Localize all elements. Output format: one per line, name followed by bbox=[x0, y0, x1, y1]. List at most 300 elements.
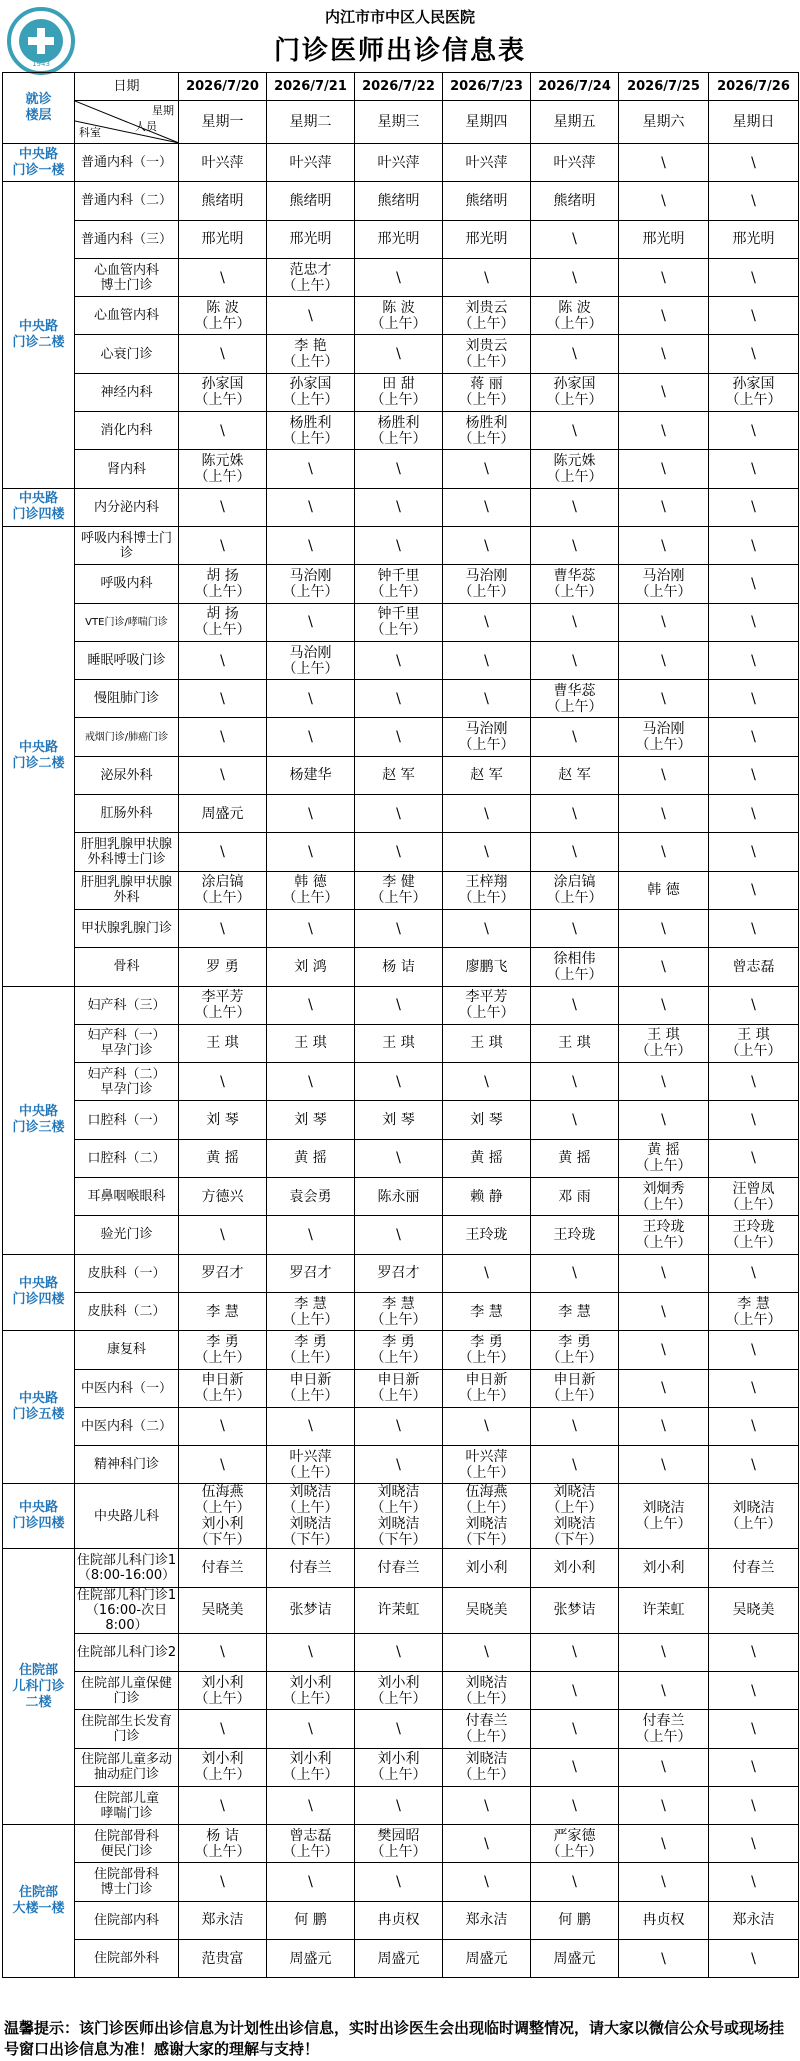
doctor-cell: \ bbox=[709, 1139, 799, 1177]
doctor-cell: 李 慧 bbox=[443, 1292, 531, 1330]
doctor-cell: 叶兴萍 bbox=[443, 144, 531, 182]
department-name: 口腔科（一） bbox=[75, 1101, 179, 1139]
doctor-cell: \ bbox=[179, 412, 267, 450]
doctor-cell: \ bbox=[709, 718, 799, 756]
doctor-cell: \ bbox=[179, 488, 267, 526]
table-row bbox=[3, 1748, 799, 1786]
doctor-cell: 刘小利 bbox=[443, 1549, 531, 1587]
doctor-cell: \ bbox=[443, 1786, 531, 1824]
doctor-cell: \ bbox=[179, 1863, 267, 1901]
doctor-cell: 邓 雨 bbox=[531, 1178, 619, 1216]
doctor-cell: \ bbox=[619, 909, 709, 947]
doctor-cell: \ bbox=[531, 335, 619, 373]
table-row bbox=[3, 182, 799, 220]
doctor-cell: 叶兴萍 （上午） bbox=[443, 1446, 531, 1484]
doctor-cell: 许茉虹 bbox=[619, 1587, 709, 1633]
doctor-cell: \ bbox=[709, 488, 799, 526]
doctor-cell: \ bbox=[709, 526, 799, 564]
department-name: 普通内科（一） bbox=[75, 144, 179, 182]
floor-label: 中央路 门诊五楼 bbox=[3, 1331, 75, 1484]
doctor-cell: 马治刚 （上午） bbox=[443, 718, 531, 756]
department-name: 皮肤科（一） bbox=[75, 1254, 179, 1292]
doctor-cell: 赵 军 bbox=[531, 756, 619, 794]
department-name: 心血管内科 博士门诊 bbox=[75, 258, 179, 296]
doctor-cell: \ bbox=[267, 297, 355, 335]
doctor-cell: 刘贵云 （上午） bbox=[443, 297, 531, 335]
doctor-cell: 黄 摇 bbox=[179, 1139, 267, 1177]
department-name: 住院部儿科门诊1 （8:00-16:00） bbox=[75, 1549, 179, 1587]
doctor-cell: \ bbox=[355, 680, 443, 718]
doctor-cell: 李 慧 bbox=[531, 1292, 619, 1330]
doctor-cell: \ bbox=[619, 833, 709, 871]
doctor-cell: \ bbox=[267, 450, 355, 488]
doctor-cell: \ bbox=[355, 488, 443, 526]
department-name: 睡眠呼吸门诊 bbox=[75, 641, 179, 679]
doctor-cell: \ bbox=[531, 986, 619, 1024]
doctor-cell: 杨胜利 （上午） bbox=[355, 412, 443, 450]
doctor-cell: 李 慧 （上午） bbox=[267, 1292, 355, 1330]
doctor-cell: \ bbox=[709, 182, 799, 220]
table-row bbox=[3, 1369, 799, 1407]
doctor-cell: 李 勇 （上午） bbox=[355, 1331, 443, 1369]
table-row bbox=[3, 220, 799, 258]
doctor-cell: \ bbox=[267, 680, 355, 718]
doctor-cell: \ bbox=[267, 1063, 355, 1101]
doctor-cell: \ bbox=[709, 1940, 799, 1978]
doctor-cell: \ bbox=[619, 1063, 709, 1101]
doctor-cell: \ bbox=[267, 488, 355, 526]
floor-label: 中央路 门诊三楼 bbox=[3, 986, 75, 1254]
doctor-cell: \ bbox=[709, 1331, 799, 1369]
department-name: 肝胆乳腺甲状腺 外科博士门诊 bbox=[75, 833, 179, 871]
doctor-cell: \ bbox=[709, 412, 799, 450]
doctor-cell: 曾志磊 （上午） bbox=[267, 1825, 355, 1863]
table-row bbox=[3, 1484, 799, 1549]
doctor-cell: 申日新 （上午） bbox=[443, 1369, 531, 1407]
doctor-cell: 孙家国 （上午） bbox=[179, 373, 267, 411]
department-name: 神经内科 bbox=[75, 373, 179, 411]
doctor-cell: \ bbox=[443, 488, 531, 526]
doctor-cell: \ bbox=[531, 1786, 619, 1824]
doctor-cell: 王 琪 bbox=[267, 1024, 355, 1062]
doctor-cell: 王玲珑 bbox=[531, 1216, 619, 1254]
doctor-cell: 韩 德 bbox=[619, 871, 709, 909]
floor-label: 中央路 门诊二楼 bbox=[3, 526, 75, 986]
doctor-cell: 马治刚 （上午） bbox=[443, 565, 531, 603]
doctor-cell: \ bbox=[619, 1407, 709, 1445]
department-name: 中医内科（一） bbox=[75, 1369, 179, 1407]
doctor-cell: \ bbox=[619, 1671, 709, 1709]
department-name: 中医内科（二） bbox=[75, 1407, 179, 1445]
doctor-cell: 王 琪 bbox=[443, 1024, 531, 1062]
doctor-cell: 钟千里 （上午） bbox=[355, 603, 443, 641]
doctor-cell: \ bbox=[179, 641, 267, 679]
doctor-cell: \ bbox=[531, 1748, 619, 1786]
doctor-cell: 刘晓洁 （上午） bbox=[443, 1671, 531, 1709]
doctor-cell: 刘晓洁 （上午） 刘晓洁 （下午） bbox=[267, 1484, 355, 1549]
doctor-cell: \ bbox=[355, 1710, 443, 1748]
doctor-cell: 王 琪 bbox=[355, 1024, 443, 1062]
doctor-cell: \ bbox=[179, 680, 267, 718]
table-row bbox=[3, 1940, 799, 1978]
department-name: 呼吸内科 bbox=[75, 565, 179, 603]
doctor-cell: \ bbox=[709, 1786, 799, 1824]
table-row bbox=[3, 1101, 799, 1139]
table-row bbox=[3, 1825, 799, 1863]
doctor-cell: \ bbox=[443, 1407, 531, 1445]
date-cell: 2026/7/26 bbox=[709, 73, 799, 101]
floor-label: 住院部 儿科门诊 二楼 bbox=[3, 1549, 75, 1825]
doctor-cell: 王玲珑 bbox=[443, 1216, 531, 1254]
doctor-cell: 叶兴萍 bbox=[267, 144, 355, 182]
doctor-cell: 申日新 （上午） bbox=[531, 1369, 619, 1407]
table-row bbox=[3, 1710, 799, 1748]
doctor-cell: 张梦诘 bbox=[267, 1587, 355, 1633]
doctor-cell: \ bbox=[619, 526, 709, 564]
doctor-cell: 李 慧 bbox=[179, 1292, 267, 1330]
doctor-cell: 叶兴萍 bbox=[179, 144, 267, 182]
doctor-cell: 王玲珑 （上午） bbox=[709, 1216, 799, 1254]
doctor-cell: \ bbox=[179, 1633, 267, 1671]
doctor-cell: \ bbox=[443, 603, 531, 641]
table-row bbox=[3, 718, 799, 756]
table-row bbox=[3, 1633, 799, 1671]
doctor-cell: \ bbox=[267, 986, 355, 1024]
doctor-cell: 孙家国 （上午） bbox=[531, 373, 619, 411]
department-name: 妇产科（二） 早孕门诊 bbox=[75, 1063, 179, 1101]
department-name: 肾内科 bbox=[75, 450, 179, 488]
doctor-cell: 赖 静 bbox=[443, 1178, 531, 1216]
doctor-cell: \ bbox=[179, 1216, 267, 1254]
doctor-cell: \ bbox=[531, 1446, 619, 1484]
doctor-cell: 罗召才 bbox=[355, 1254, 443, 1292]
doctor-cell: 方德兴 bbox=[179, 1178, 267, 1216]
doctor-cell: \ bbox=[709, 871, 799, 909]
doctor-cell: \ bbox=[531, 220, 619, 258]
table-row bbox=[3, 833, 799, 871]
doctor-cell: \ bbox=[619, 641, 709, 679]
doctor-cell: 刘 琴 bbox=[355, 1101, 443, 1139]
doctor-cell: 黄 摇 bbox=[443, 1139, 531, 1177]
doctor-cell: 曾志磊 bbox=[709, 948, 799, 986]
doctor-cell: 李平芳 （上午） bbox=[179, 986, 267, 1024]
doctor-cell: \ bbox=[355, 335, 443, 373]
table-row bbox=[3, 258, 799, 296]
doctor-cell: 刘小利 （上午） bbox=[355, 1671, 443, 1709]
doctor-cell: \ bbox=[179, 718, 267, 756]
doctor-cell: \ bbox=[709, 680, 799, 718]
doctor-cell: \ bbox=[443, 526, 531, 564]
doctor-cell: \ bbox=[531, 1407, 619, 1445]
doctor-cell: \ bbox=[531, 258, 619, 296]
doctor-cell: \ bbox=[531, 526, 619, 564]
doctor-cell: 杨胜利 （上午） bbox=[267, 412, 355, 450]
doctor-cell: 周盛元 bbox=[267, 1940, 355, 1978]
doctor-cell: 李 勇 （上午） bbox=[267, 1331, 355, 1369]
table-row bbox=[3, 1139, 799, 1177]
doctor-cell: 邢光明 bbox=[179, 220, 267, 258]
doctor-cell: \ bbox=[619, 373, 709, 411]
doctor-cell: \ bbox=[531, 1101, 619, 1139]
doctor-cell: 罗召才 bbox=[179, 1254, 267, 1292]
doctor-cell: 孙家国 （上午） bbox=[709, 373, 799, 411]
doctor-cell: \ bbox=[267, 603, 355, 641]
department-name: 心衰门诊 bbox=[75, 335, 179, 373]
doctor-cell: \ bbox=[355, 1216, 443, 1254]
department-name: 精神科门诊 bbox=[75, 1446, 179, 1484]
doctor-cell: 黄 摇 bbox=[267, 1139, 355, 1177]
doctor-cell: \ bbox=[531, 1633, 619, 1671]
department-name: 消化内科 bbox=[75, 412, 179, 450]
weekday-cell: 星期一 bbox=[179, 101, 267, 144]
doctor-cell: \ bbox=[267, 1633, 355, 1671]
doctor-cell: 邢光明 bbox=[443, 220, 531, 258]
doctor-cell: 邢光明 bbox=[709, 220, 799, 258]
doctor-cell: \ bbox=[267, 1216, 355, 1254]
department-name: 住院部内科 bbox=[75, 1901, 179, 1939]
table-row bbox=[3, 948, 799, 986]
department-name: 肝胆乳腺甲状腺 外科 bbox=[75, 871, 179, 909]
doctor-cell: 冉贞权 bbox=[619, 1901, 709, 1939]
doctor-cell: 刘炯秀 （上午） bbox=[619, 1178, 709, 1216]
weekday-cell: 星期六 bbox=[619, 101, 709, 144]
doctor-cell: \ bbox=[443, 258, 531, 296]
department-name: 普通内科（三） bbox=[75, 220, 179, 258]
doctor-cell: 胡 扬 （上午） bbox=[179, 603, 267, 641]
weekday-cell: 星期四 bbox=[443, 101, 531, 144]
doctor-cell: \ bbox=[355, 1786, 443, 1824]
doctor-cell: 吴晓美 bbox=[709, 1587, 799, 1633]
doctor-cell: 马治刚 （上午） bbox=[267, 565, 355, 603]
floor-label: 住院部 大楼一楼 bbox=[3, 1825, 75, 1978]
doctor-cell: 马治刚 （上午） bbox=[619, 718, 709, 756]
table-row bbox=[3, 565, 799, 603]
doctor-cell: 罗 勇 bbox=[179, 948, 267, 986]
doctor-cell: \ bbox=[179, 909, 267, 947]
doctor-cell: 刘 鸿 bbox=[267, 948, 355, 986]
doctor-cell: \ bbox=[709, 1633, 799, 1671]
doctor-cell: \ bbox=[267, 1710, 355, 1748]
doctor-cell: 曹华蕊 （上午） bbox=[531, 565, 619, 603]
doctor-cell: 申日新 （上午） bbox=[267, 1369, 355, 1407]
doctor-cell: 杨胜利 （上午） bbox=[443, 412, 531, 450]
table-row bbox=[3, 1292, 799, 1330]
table-row bbox=[3, 1024, 799, 1062]
floor-label: 中央路 门诊四楼 bbox=[3, 488, 75, 526]
doctor-cell: \ bbox=[619, 1254, 709, 1292]
weekday-cell: 星期二 bbox=[267, 101, 355, 144]
table-row bbox=[3, 1446, 799, 1484]
doctor-cell: \ bbox=[443, 1633, 531, 1671]
date-cell: 2026/7/21 bbox=[267, 73, 355, 101]
doctor-cell: \ bbox=[709, 1446, 799, 1484]
table-row bbox=[3, 373, 799, 411]
doctor-cell: 邢光明 bbox=[355, 220, 443, 258]
doctor-cell: \ bbox=[709, 297, 799, 335]
doctor-cell: \ bbox=[709, 335, 799, 373]
doctor-cell: \ bbox=[619, 1101, 709, 1139]
doctor-cell: 刘晓洁 （上午） bbox=[709, 1484, 799, 1549]
doctor-cell: \ bbox=[531, 795, 619, 833]
doctor-cell: \ bbox=[619, 948, 709, 986]
doctor-cell: \ bbox=[355, 986, 443, 1024]
doctor-cell: \ bbox=[619, 335, 709, 373]
doctor-cell: 熊绪明 bbox=[531, 182, 619, 220]
doctor-cell: \ bbox=[709, 1254, 799, 1292]
doctor-cell: \ bbox=[355, 718, 443, 756]
table-row bbox=[3, 756, 799, 794]
svg-text:1943: 1943 bbox=[32, 60, 50, 68]
department-name: 内分泌内科 bbox=[75, 488, 179, 526]
doctor-cell: 范贵富 bbox=[179, 1940, 267, 1978]
doctor-cell: \ bbox=[619, 1786, 709, 1824]
doctor-cell: 冉贞权 bbox=[355, 1901, 443, 1939]
table-row bbox=[3, 603, 799, 641]
doctor-cell: 黄 摇 bbox=[531, 1139, 619, 1177]
doctor-cell: 刘晓洁 （上午） bbox=[443, 1748, 531, 1786]
table-row bbox=[3, 450, 799, 488]
department-name: 皮肤科（二） bbox=[75, 1292, 179, 1330]
table-row bbox=[3, 1216, 799, 1254]
doctor-cell: \ bbox=[619, 412, 709, 450]
doctor-cell: 周盛元 bbox=[531, 1940, 619, 1978]
doctor-cell: \ bbox=[355, 450, 443, 488]
doctor-cell: \ bbox=[709, 1063, 799, 1101]
doctor-cell: \ bbox=[355, 1063, 443, 1101]
doctor-cell: \ bbox=[179, 1407, 267, 1445]
doctor-cell: \ bbox=[443, 680, 531, 718]
table-row bbox=[3, 1331, 799, 1369]
doctor-cell: 涂启镐 （上午） bbox=[531, 871, 619, 909]
doctor-cell: 刘小利 （上午） bbox=[179, 1671, 267, 1709]
doctor-cell: \ bbox=[267, 909, 355, 947]
doctor-cell: \ bbox=[179, 1446, 267, 1484]
doctor-cell: \ bbox=[267, 526, 355, 564]
department-name: 住院部儿童多动 抽动症门诊 bbox=[75, 1748, 179, 1786]
doctor-cell: \ bbox=[709, 1369, 799, 1407]
doctor-cell: \ bbox=[267, 1863, 355, 1901]
department-name: 住院部骨科 便民门诊 bbox=[75, 1825, 179, 1863]
doctor-cell: \ bbox=[619, 1292, 709, 1330]
doctor-cell: 刘小利 （上午） bbox=[267, 1671, 355, 1709]
doctor-cell: 陈元姝 （上午） bbox=[531, 450, 619, 488]
doctor-cell: \ bbox=[619, 1446, 709, 1484]
doctor-cell: \ bbox=[709, 1671, 799, 1709]
doctor-cell: 申日新 （上午） bbox=[179, 1369, 267, 1407]
doctor-cell: 付春兰 （上午） bbox=[443, 1710, 531, 1748]
doctor-cell: 付春兰 bbox=[179, 1549, 267, 1587]
doctor-cell: \ bbox=[709, 565, 799, 603]
doctor-cell: \ bbox=[709, 258, 799, 296]
table-row bbox=[3, 871, 799, 909]
doctor-cell: \ bbox=[709, 144, 799, 182]
doctor-cell: \ bbox=[709, 909, 799, 947]
doctor-cell: \ bbox=[355, 909, 443, 947]
table-row bbox=[3, 1178, 799, 1216]
doctor-cell: 杨建华 bbox=[267, 756, 355, 794]
doctor-cell: 刘 琴 bbox=[443, 1101, 531, 1139]
diagonal-header bbox=[75, 101, 179, 144]
doctor-cell: \ bbox=[619, 756, 709, 794]
doctor-cell: 范忠才 （上午） bbox=[267, 258, 355, 296]
doctor-cell: 邢光明 bbox=[267, 220, 355, 258]
doctor-cell: 严家德 （上午） bbox=[531, 1825, 619, 1863]
doctor-cell: \ bbox=[619, 258, 709, 296]
floor-label: 中央路 门诊四楼 bbox=[3, 1484, 75, 1549]
doctor-cell: 陈永丽 bbox=[355, 1178, 443, 1216]
table-row bbox=[3, 909, 799, 947]
doctor-cell: \ bbox=[355, 258, 443, 296]
doctor-cell: \ bbox=[355, 1407, 443, 1445]
doctor-cell: 郑永洁 bbox=[709, 1901, 799, 1939]
doctor-cell: 李 勇 （上午） bbox=[443, 1331, 531, 1369]
doctor-cell: \ bbox=[531, 1710, 619, 1748]
doctor-cell: 付春兰 bbox=[355, 1549, 443, 1587]
doctor-cell: 周盛元 bbox=[179, 795, 267, 833]
person-label: 人员 bbox=[135, 120, 157, 133]
doctor-cell: 周盛元 bbox=[443, 1940, 531, 1978]
doctor-cell: 陈 波 （上午） bbox=[179, 297, 267, 335]
doctor-cell: 杨 诘 bbox=[355, 948, 443, 986]
weekday-cell: 星期日 bbox=[709, 101, 799, 144]
doctor-cell: \ bbox=[531, 1063, 619, 1101]
table-row bbox=[3, 795, 799, 833]
date-label: 日期 bbox=[75, 73, 179, 101]
doctor-cell: \ bbox=[709, 756, 799, 794]
doctor-cell: \ bbox=[619, 1748, 709, 1786]
doctor-cell: \ bbox=[443, 1254, 531, 1292]
doctor-cell: \ bbox=[443, 1063, 531, 1101]
table-row bbox=[3, 526, 799, 564]
weekday-cell: 星期五 bbox=[531, 101, 619, 144]
doctor-cell: \ bbox=[355, 795, 443, 833]
doctor-cell: 熊绪明 bbox=[267, 182, 355, 220]
doctor-cell: 钟千里 （上午） bbox=[355, 565, 443, 603]
doctor-cell: 刘小利 （上午） bbox=[355, 1748, 443, 1786]
doctor-cell: \ bbox=[531, 833, 619, 871]
doctor-cell: \ bbox=[619, 795, 709, 833]
floor-label: 中央路 门诊二楼 bbox=[3, 182, 75, 488]
doctor-cell: \ bbox=[709, 1748, 799, 1786]
doctor-cell: 付春兰 bbox=[709, 1549, 799, 1587]
department-name: 心血管内科 bbox=[75, 297, 179, 335]
doctor-cell: \ bbox=[709, 641, 799, 679]
doctor-cell: \ bbox=[619, 450, 709, 488]
department-name: 肛肠外科 bbox=[75, 795, 179, 833]
department-name: 妇产科（三） bbox=[75, 986, 179, 1024]
table-row bbox=[3, 680, 799, 718]
doctor-cell: \ bbox=[443, 641, 531, 679]
doctor-cell: 田 甜 （上午） bbox=[355, 373, 443, 411]
doctor-cell: 李 慧 （上午） bbox=[709, 1292, 799, 1330]
doctor-cell: 吴晓美 bbox=[443, 1587, 531, 1633]
doctor-cell: \ bbox=[355, 1446, 443, 1484]
table-row bbox=[3, 335, 799, 373]
department-name: 住院部儿科门诊2 bbox=[75, 1633, 179, 1671]
table-row bbox=[3, 1671, 799, 1709]
doctor-cell: \ bbox=[443, 833, 531, 871]
department-name: 康复科 bbox=[75, 1331, 179, 1369]
doctor-cell: \ bbox=[531, 1254, 619, 1292]
doctor-cell: \ bbox=[267, 718, 355, 756]
date-cell: 2026/7/20 bbox=[179, 73, 267, 101]
doctor-cell: 曹华蕊 （上午） bbox=[531, 680, 619, 718]
doctor-cell: 刘 琴 bbox=[267, 1101, 355, 1139]
doctor-cell: \ bbox=[619, 182, 709, 220]
doctor-cell: \ bbox=[267, 1786, 355, 1824]
doctor-cell: 黄 摇 （上午） bbox=[619, 1139, 709, 1177]
footer-note: 温馨提示：该门诊医师出诊信息为计划性出诊信息，实时出诊医生会出现临时调整情况，请大家以微信公众号或现场挂号窗口出诊信息为准！感谢大家的理解与支持！ bbox=[4, 2019, 785, 2058]
